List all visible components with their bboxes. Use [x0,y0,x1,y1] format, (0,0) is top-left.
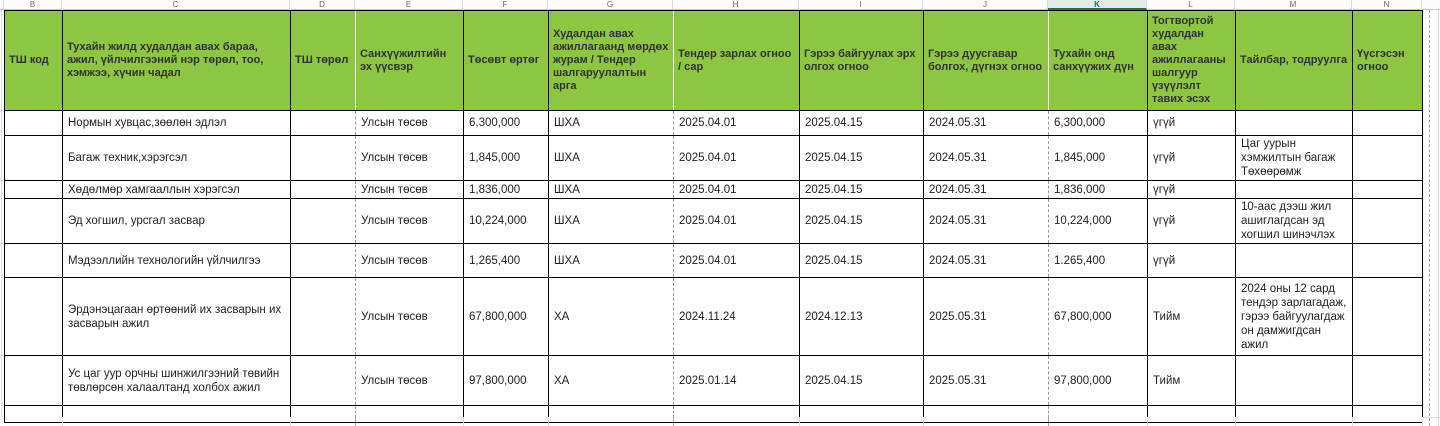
column-letter-k-selected[interactable]: K [1048,0,1147,10]
column-header[interactable]: Тухайн жилд худалдан авах бараа, ажил, үйлчилгээний нэр төрөл, тоо, хэмжээ, хүчин чадал [63,11,291,111]
cell[interactable]: 2024.05.31 [924,199,1049,244]
column-header[interactable]: Худалдан авах ажиллагаанд мөрдөх журам / Тендер шалгаруулалтын арга [549,11,674,111]
table-row [5,136,1423,181]
cell[interactable] [5,199,63,244]
cell[interactable]: үгүй [1148,136,1236,181]
cell[interactable] [1236,406,1353,423]
cell[interactable] [291,111,356,136]
cell[interactable]: 1,265,400 [464,244,549,278]
cell[interactable]: 97,800,000 [1049,356,1148,406]
cell[interactable] [1353,199,1423,244]
cell[interactable]: 1,836,000 [1049,181,1148,199]
column-header[interactable]: ТШ код [5,11,63,111]
cell[interactable]: 2025.01.14 [674,356,800,406]
header-row [5,11,1423,111]
cell[interactable]: Улсын төсөв [356,278,464,356]
cell[interactable]: ШХА [549,244,674,278]
cell[interactable]: 1.265,400 [1049,244,1148,278]
table-row [5,199,1423,244]
gridline [1,10,2,417]
column-letter-c[interactable]: C [62,0,290,10]
column-header[interactable]: Тендер зарлах огноо / сар [674,11,800,111]
cell[interactable] [5,136,63,181]
cell[interactable] [291,181,356,199]
table-row [5,278,1423,356]
column-letter-f[interactable]: F [463,0,548,10]
cell[interactable]: 2024.05.31 [924,136,1049,181]
cell[interactable] [464,406,549,423]
cell[interactable] [291,356,356,406]
cell[interactable] [63,406,291,423]
cell[interactable] [5,356,63,406]
column-header[interactable]: Тайлбар, тодруулга [1236,11,1353,111]
page-break-line [1429,10,1430,426]
cell[interactable]: Тийм [1148,278,1236,356]
cell[interactable] [291,406,356,423]
cell[interactable]: ШХА [549,199,674,244]
cell[interactable] [1236,244,1353,278]
column-letter-e[interactable]: E [355,0,463,10]
cell[interactable] [291,199,356,244]
cell[interactable]: 2025.04.15 [800,181,924,199]
cell[interactable] [291,244,356,278]
cell[interactable] [356,406,464,423]
table-row [5,244,1423,278]
cell[interactable]: 2025.04.15 [800,199,924,244]
column-letter-strip [0,0,1440,10]
cell[interactable]: 2025.04.01 [674,111,800,136]
gridline [463,417,464,426]
gridline [1235,417,1236,426]
cell[interactable]: 2024.12.13 [800,278,924,356]
cell[interactable]: ХА [549,278,674,356]
cell[interactable]: Тийм [1148,356,1236,406]
cell[interactable]: 1,845,000 [464,136,549,181]
column-letter-l[interactable]: L [1147,0,1235,10]
cell[interactable]: ШХА [549,136,674,181]
cell[interactable] [800,406,924,423]
gridline [1422,417,1440,418]
table-row [5,181,1423,199]
cell[interactable]: 2024.05.31 [924,111,1049,136]
column-letter-h[interactable]: H [673,0,799,10]
cell[interactable]: 97,800,000 [464,356,549,406]
cell[interactable] [291,278,356,356]
cell[interactable]: 2025.04.01 [674,199,800,244]
cell[interactable]: үгүй [1148,111,1236,136]
column-header[interactable]: Төсөвт өртөг [464,11,549,111]
cell[interactable]: үгүй [1148,199,1236,244]
gridline [62,417,63,426]
cell[interactable]: 6,300,000 [1049,111,1148,136]
cell[interactable]: ХА [549,356,674,406]
cell[interactable]: 2024 оны 12 сард тендэр зарлагадаж, гэрээ байгуулагдаж он дамжигдсан ажил [1236,278,1353,356]
cell[interactable]: 2025.04.01 [674,181,800,199]
cell[interactable] [291,136,356,181]
column-letter-tail [1422,0,1440,10]
cell[interactable]: Улсын төсөв [356,111,464,136]
cell[interactable]: 2025.05.31 [924,278,1049,356]
page-break-line [673,417,674,426]
procurement-table [4,10,1423,423]
cell[interactable]: 1,845,000 [1049,136,1148,181]
cell[interactable]: 10,224,000 [1049,199,1148,244]
cell[interactable] [5,181,63,199]
cell[interactable]: Мэдээллийн технологийн үйлчилгээ [63,244,291,278]
cell[interactable] [924,406,1049,423]
cell[interactable]: 1,836,000 [464,181,549,199]
cell[interactable]: ШХА [549,181,674,199]
table-row [5,111,1423,136]
cell[interactable]: 2024.05.31 [924,181,1049,199]
page-break-line [1048,417,1049,426]
column-letter-i[interactable]: I [799,0,923,10]
cell[interactable]: Улсын төсөв [356,244,464,278]
column-header[interactable]: Гэрээ байгуулах эрх олгох огноо [800,11,924,111]
cell[interactable]: Хөдөлмөр хамгааллын хэрэгсэл [63,181,291,199]
column-letter-n[interactable]: N [1352,0,1422,10]
gridline [1147,417,1148,426]
cell[interactable] [1353,278,1423,356]
cell[interactable] [1353,244,1423,278]
column-letter-g[interactable]: G [548,0,673,10]
column-header[interactable]: Үүсгэсэн огноо [1353,11,1423,111]
gridline [1438,10,1439,426]
cell[interactable]: 2025.04.01 [674,136,800,181]
gridline [923,417,924,426]
cell[interactable]: Нормын хувцас,зөөлөн эдлэл [63,111,291,136]
column-letter-j[interactable]: J [923,0,1048,10]
cell[interactable] [1049,406,1148,423]
cell[interactable] [1236,111,1353,136]
cell[interactable]: 2025.04.01 [674,244,800,278]
cell[interactable]: 2025.04.15 [800,111,924,136]
gridline [290,417,291,426]
cell[interactable]: 6,300,000 [464,111,549,136]
column-letter-m[interactable]: M [1235,0,1352,10]
cell[interactable]: үгүй [1148,181,1236,199]
cell[interactable]: 2025.04.15 [800,356,924,406]
gridline [1352,417,1353,426]
cell[interactable]: Ус цаг уур орчны шинжилгээний төвийн төвлөрсөн халаалтанд холбох ажил [63,356,291,406]
cell[interactable]: Цаг уурын хэмжилтын багаж Төхөөрөмж [1236,136,1353,181]
cell[interactable]: 10-аас дээш жил ашиглагдсан эд хогшил шинэчлэх [1236,199,1353,244]
cell[interactable]: Улсын төсөв [356,356,464,406]
cell[interactable] [1236,356,1353,406]
gridline [799,417,800,426]
column-letter-d[interactable]: D [290,0,355,10]
page-break-line [355,417,356,426]
cell[interactable]: үгүй [1148,244,1236,278]
cell[interactable]: Улсын төсөв [356,199,464,244]
cell[interactable]: ШХА [549,111,674,136]
cell[interactable]: 67,800,000 [464,278,549,356]
cell[interactable]: Улсын төсөв [356,136,464,181]
cell[interactable] [674,406,800,423]
column-header[interactable]: ТШ төрөл [291,11,356,111]
column-letter-b[interactable]: B [4,0,62,10]
cell[interactable] [5,244,63,278]
cell[interactable]: Багаж техник,хэрэгсэл [63,136,291,181]
cell[interactable]: 2025.04.15 [800,136,924,181]
table-row [5,406,1423,423]
cell[interactable]: Эд хогшил, урсгал засвар [63,199,291,244]
cell[interactable] [549,406,674,423]
cell[interactable]: 10,224,000 [464,199,549,244]
cell[interactable]: 2025.04.15 [800,244,924,278]
cell[interactable] [1353,136,1423,181]
cell[interactable] [1353,356,1423,406]
column-header[interactable]: Гэрээ дуусгавар болгох, дүгнэх огноо [924,11,1049,111]
cell[interactable]: 2024.05.31 [924,244,1049,278]
table-row [5,356,1423,406]
cell[interactable] [1236,181,1353,199]
cell[interactable] [5,278,63,356]
cell[interactable]: 2025.05.31 [924,356,1049,406]
cell[interactable] [1148,406,1236,423]
cell[interactable]: Улсын төсөв [356,181,464,199]
cell[interactable]: Эрдэнэцагаан өртөөний их засварын их засварын ажил [63,278,291,356]
gridline [1422,417,1423,426]
column-header[interactable]: Санхүүжилтийн эх үүсвэр [356,11,464,111]
cell[interactable] [1353,111,1423,136]
column-header[interactable]: Тухайн онд санхүүжих дүн [1049,11,1148,111]
cell[interactable] [5,406,63,423]
gridline [548,417,549,426]
cell[interactable]: 2024.11.24 [674,278,800,356]
cell[interactable] [1353,181,1423,199]
cell[interactable] [1353,406,1423,423]
cell[interactable]: 67,800,000 [1049,278,1148,356]
column-header[interactable]: Тогтвортой худалдан авах ажиллагааны шалгуур үзүүлэлт тавих эсэх [1148,11,1236,111]
cell[interactable] [5,111,63,136]
